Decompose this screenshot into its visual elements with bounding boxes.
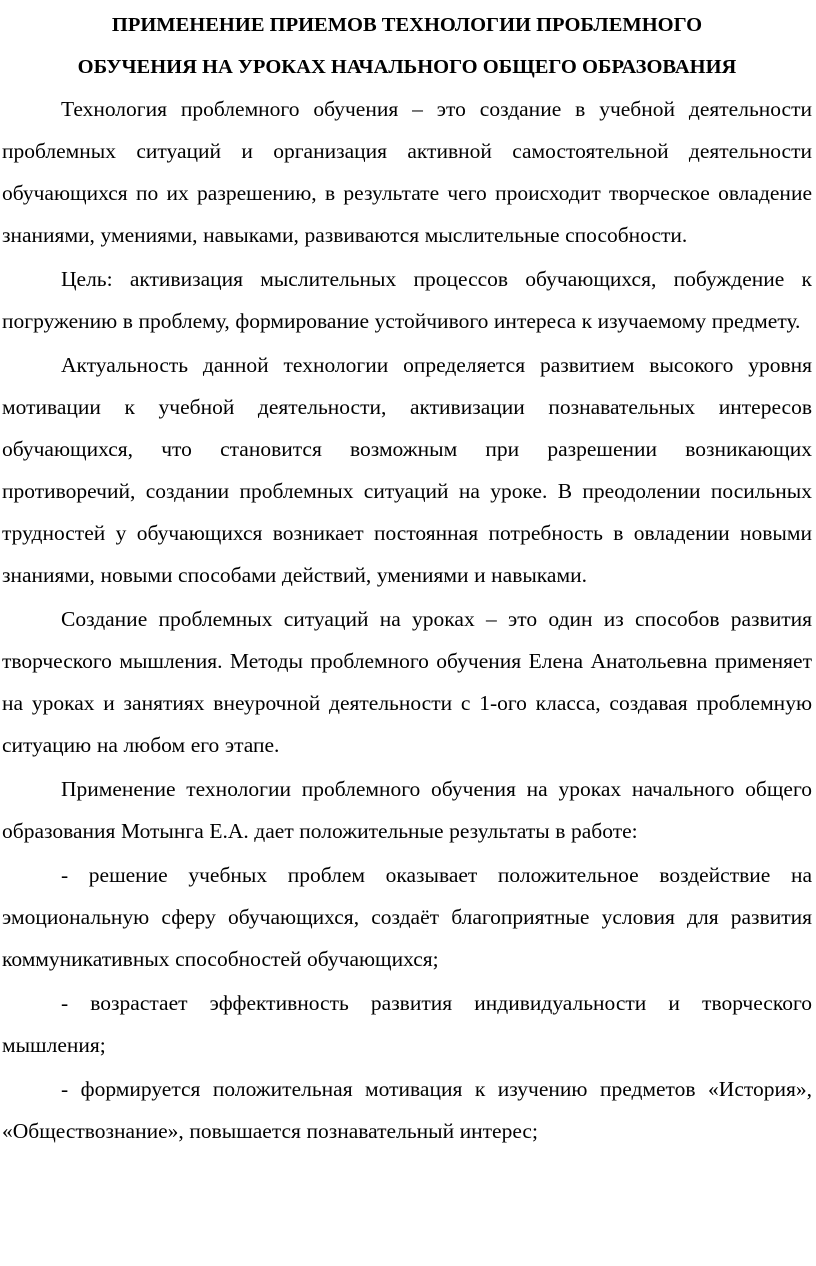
title-line-1: ПРИМЕНЕНИЕ ПРИЕМОВ ТЕХНОЛОГИИ ПРОБЛЕМНОГО <box>111 14 703 36</box>
list-item-emotional-sphere: - решение учебных проблем оказывает положительное воздействие на эмоциональную сферу обучающихся, создаёт благоприятные условия для развития коммуникативных способностей обучающихся; <box>2 863 812 971</box>
paragraph-definition: Технология проблемного обучения – это создание в учебной деятельности проблемных ситуаций и организация активной самостоятельной деятельности обучающихся по их разрешению, в результате чего происходит творческое овладение знаниями, умениями, навыками, развиваются мыслительные способности. <box>2 97 812 247</box>
paragraph-results-intro: Применение технологии проблемного обучения на уроках начального общего образования Мотынга Е.А. дает положительные результаты в работе: <box>2 777 812 843</box>
list-item-motivation: - формируется положительная мотивация к изучению предметов «История», «Обществознание», повышается познавательный интерес; <box>2 1077 812 1143</box>
document-title <box>2 0 812 88</box>
paragraph-relevance: Актуальность данной технологии определяется развитием высокого уровня мотивации к учебной деятельности, активизации познавательных интересов обучающихся, что становится возможным при разрешении возникающих противоречий, создании проблемных ситуаций на уроке. В преодолении посильных трудностей у обучающихся возникает постоянная потребность в овладении новыми знаниями, новыми способами действий, умениями и навыками. <box>2 353 812 587</box>
paragraph-problem-situations: Создание проблемных ситуаций на уроках – это один из способов развития творческого мышления. Методы проблемного обучения Елена Анатольевна применяет на уроках и занятиях внеурочной деятельности с 1-ого класса, создавая проблемную ситуацию на любом его этапе. <box>2 607 812 757</box>
list-item-individuality: - возрастает эффективность развития индивидуальности и творческого мышления; <box>2 991 812 1057</box>
paragraph-goal: Цель: активизация мыслительных процессов обучающихся, побуждение к погружению в проблему, формирование устойчивого интереса к изучаемому предмету. <box>2 267 812 333</box>
title-line-2: ОБУЧЕНИЯ НА УРОКАХ НАЧАЛЬНОГО ОБЩЕГО ОБРАЗОВАНИЯ <box>77 56 737 78</box>
document-body <box>2 88 812 1152</box>
